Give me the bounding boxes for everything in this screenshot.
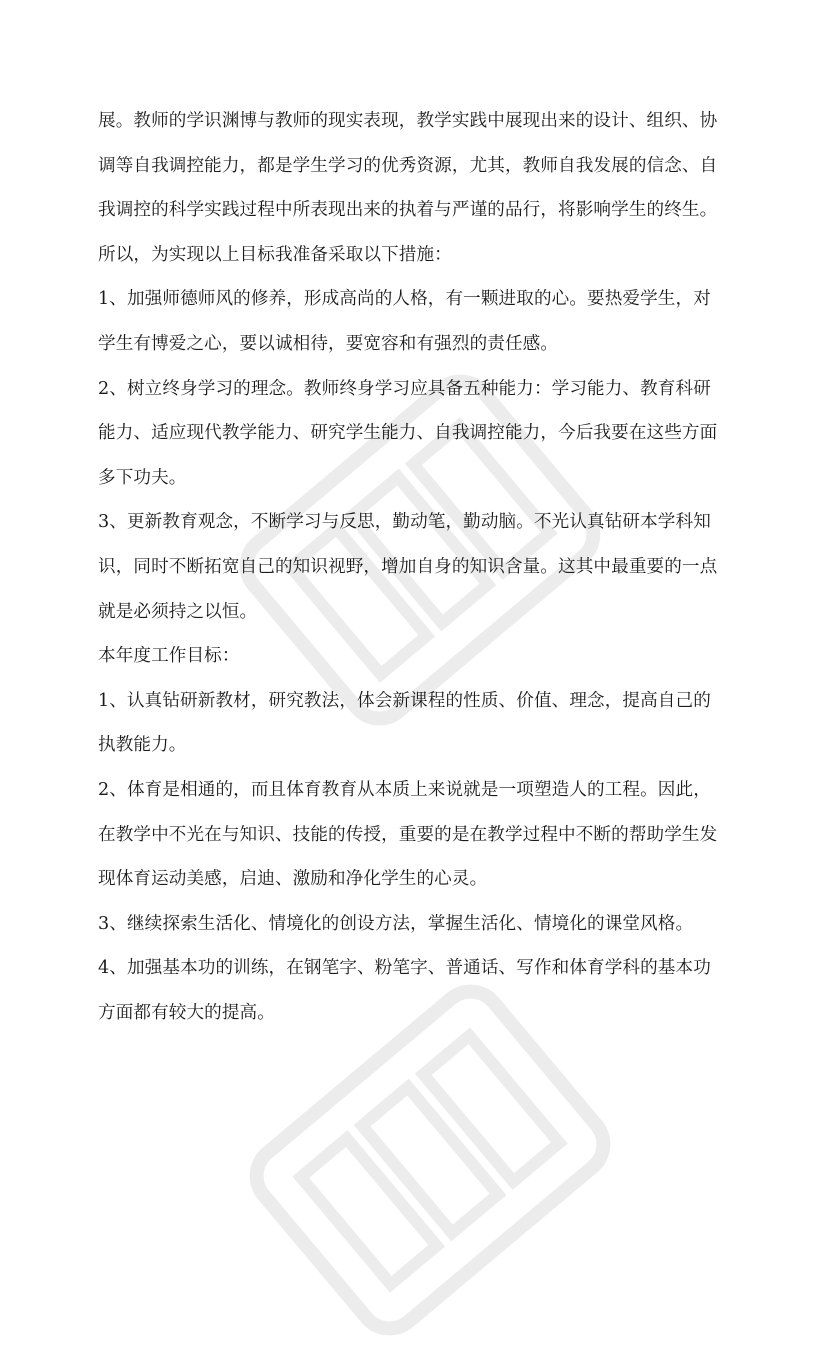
paragraph-line: 识，同时不断拓宽自己的知识视野，增加自身的知识含量。这其中最重要的一点 bbox=[98, 556, 718, 577]
section-heading: 本年度工作目标： bbox=[98, 646, 240, 667]
paragraph-line: 展。教师的学识渊博与教师的现实表现，教学实践中展现出来的设计、组织、协 bbox=[98, 111, 718, 131]
paragraph-line: 能力、适应现代教学能力、研究学生能力、自我调控能力，今后我要在这些方面 bbox=[98, 423, 718, 444]
paragraph-line: 方面都有较大的提高。 bbox=[98, 1002, 275, 1023]
paragraph-line: 2、树立终身学习的理念。教师终身学习应具备五种能力：学习能力、教育科研 bbox=[98, 378, 711, 399]
paragraph-line: 3、继续探索生活化、情境化的创设方法，掌握生活化、情境化的课堂风格。 bbox=[98, 913, 694, 934]
paragraph-line: 学生有博爱之心，要以诚相待，要宽容和有强烈的责任感。 bbox=[98, 333, 559, 354]
paragraph-line: 在教学中不光在与知识、技能的传授，重要的是在教学过程中不断的帮助学生发 bbox=[98, 824, 718, 845]
paragraph-line: 3、更新教育观念，不断学习与反思，勤动笔，勤动脑。不光认真钻研本学科知 bbox=[98, 512, 711, 533]
document-body bbox=[98, 99, 718, 1035]
paragraph-line: 多下功夫。 bbox=[98, 467, 187, 488]
paragraph-line: 4、加强基本功的训练，在钢笔字、粉笔字、普通话、写作和体育学科的基本功 bbox=[98, 958, 711, 979]
paragraph-line: 现体育运动美感，启迪、激励和净化学生的心灵。 bbox=[98, 869, 488, 890]
paragraph-line: 所以，为实现以上目标我准备采取以下措施： bbox=[98, 244, 452, 265]
paragraph-line: 1、加强师德师风的修养，形成高尚的人格，有一颗进取的心。要热爱学生，对 bbox=[98, 289, 711, 310]
paragraph-line: 调等自我调控能力，都是学生学习的优秀资源，尤其，教师自我发展的信念、自 bbox=[98, 155, 718, 176]
paragraph-line: 2、体育是相通的，而且体育教育从本质上来说就是一项塑造人的工程。因此， bbox=[98, 779, 711, 800]
paragraph-line: 就是必须持之以恒。 bbox=[98, 601, 258, 622]
paragraph-line: 执教能力。 bbox=[98, 735, 187, 756]
paragraph-line: 1、认真钻研新教材，研究教法，体会新课程的性质、价值、理念，提高自己的 bbox=[98, 690, 711, 711]
paragraph-line: 我调控的科学实践过程中所表现出来的执着与严谨的品行，将影响学生的终生。 bbox=[98, 200, 718, 221]
